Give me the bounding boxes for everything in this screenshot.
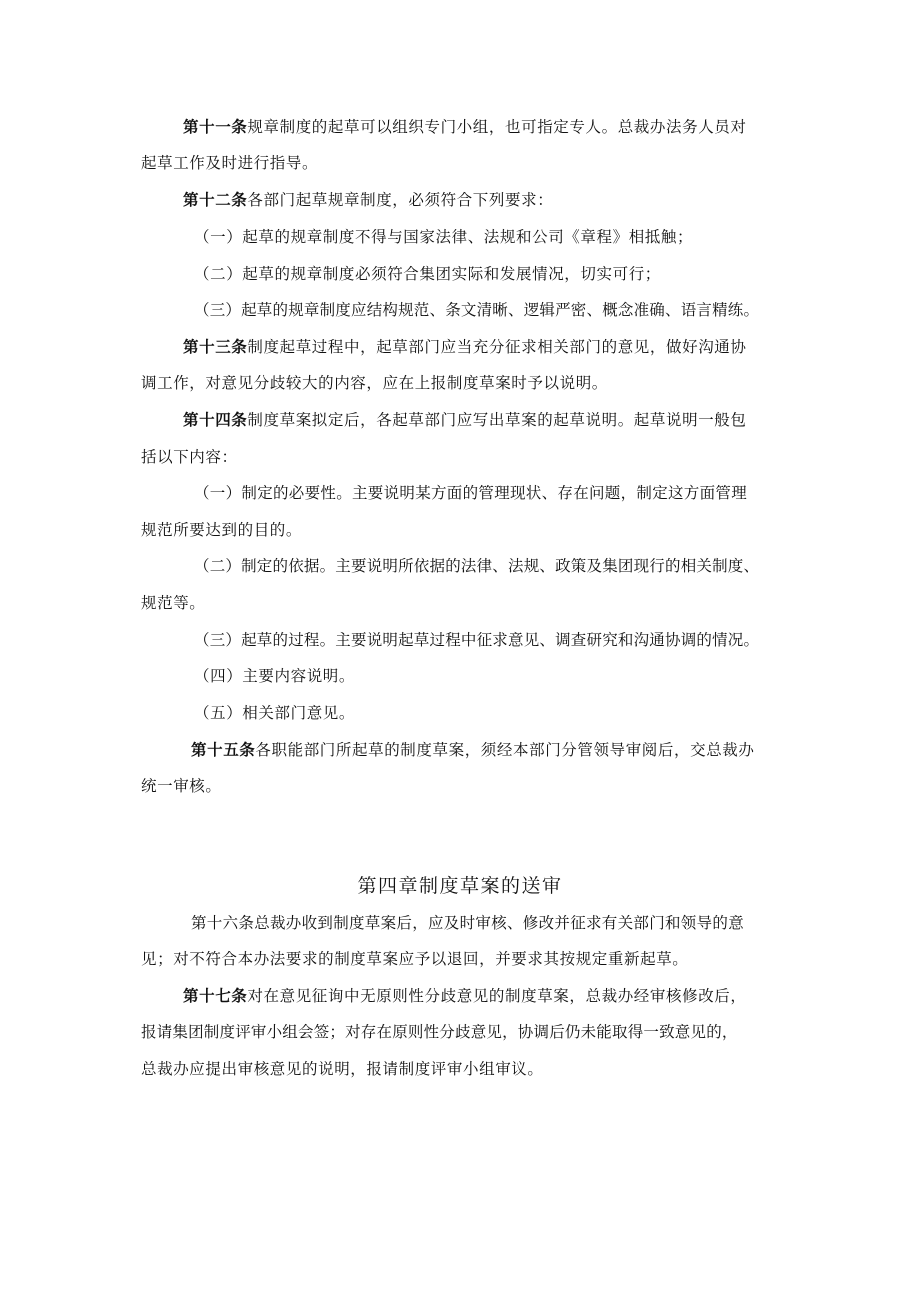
art11-text1: 规章制度的起草可以组织专门小组，也可指定专人。总裁办法务人员对 bbox=[247, 118, 747, 136]
art13-head: 第十三条 bbox=[183, 338, 248, 356]
art12-text1: 各部门起草规章制度，必须符合下列要求： bbox=[247, 191, 554, 209]
art14-item2-line2: 规范等。 bbox=[141, 594, 206, 612]
art14-line2: 括以下内容： bbox=[141, 448, 238, 466]
art14-item5: （五）相关部门意见。 bbox=[194, 704, 356, 722]
art12-line1 bbox=[183, 190, 828, 210]
art17-line1 bbox=[183, 986, 786, 1006]
art12-item2: （二）起草的规章制度必须符合集团实际和发展情况，切实可行； bbox=[194, 265, 661, 283]
art16-line2: 见；对不符合本办法要求的制度草案应予以退回，并要求其按规定重新起草。 bbox=[141, 950, 689, 968]
chapter-title: 第四章制度草案的送审 bbox=[357, 875, 563, 897]
art14-item1-line1: （一）制定的必要性。主要说明某方面的管理现状、存在问题，制定这方面管理 bbox=[194, 484, 748, 502]
art15-line2: 统一审核。 bbox=[141, 777, 222, 795]
art14-item4: （四）主要内容说明。 bbox=[194, 667, 356, 685]
art17-text1: 对在意见征询中无原则性分歧意见的制度草案，总裁办经审核修改后， bbox=[247, 987, 747, 1005]
art14-item2-line1: （二）制定的依据。主要说明所依据的法律、法规、政策及集团现行的相关制度、 bbox=[194, 557, 760, 575]
art13-line2: 调工作，对意见分歧较大的内容，应在上报制度草案时予以说明。 bbox=[141, 374, 608, 392]
art14-item3: （三）起草的过程。主要说明起草过程中征求意见、调查研究和沟通协调的情况。 bbox=[194, 631, 760, 649]
art11-head: 第十一条 bbox=[183, 118, 248, 136]
art15-text1: 各职能部门所起草的制度草案，须经本部门分管领导审阅后，交总裁办 bbox=[255, 741, 755, 759]
art17-head: 第十七条 bbox=[183, 987, 248, 1005]
art13-text1: 制度起草过程中，起草部门应当充分征求相关部门的意见，做好沟通协 bbox=[247, 338, 747, 356]
art14-line1 bbox=[183, 410, 786, 430]
art15-head: 第十五条 bbox=[191, 741, 256, 759]
art13-line1 bbox=[183, 337, 786, 357]
art15-line1 bbox=[191, 740, 786, 760]
art16-line1: 第十六条总裁办收到制度草案后，应及时审核、修改并征求有关部门和领导的意 bbox=[191, 914, 745, 932]
art17-line2: 报请集团制度评审小组会签；对存在原则性分歧意见，协调后仍未能取得一致意见的， bbox=[141, 1023, 738, 1041]
art11-line1 bbox=[183, 117, 786, 137]
art14-text1: 制度草案拟定后，各起草部门应写出草案的起草说明。起草说明一般包 bbox=[247, 411, 747, 429]
art17-line3: 总裁办应提出审核意见的说明，报请制度评审小组审议。 bbox=[141, 1060, 544, 1078]
art12-item3: （三）起草的规章制度应结构规范、条文清晰、逻辑严密、概念准确、语言精练。 bbox=[194, 301, 760, 319]
art12-head: 第十二条 bbox=[183, 191, 248, 209]
art12-item1: （一）起草的规章制度不得与国家法律、法规和公司《章程》相抵触； bbox=[194, 228, 694, 246]
art14-item1-line2: 规范所要达到的目的。 bbox=[141, 521, 303, 539]
art14-head: 第十四条 bbox=[183, 411, 248, 429]
art11-line2: 起草工作及时进行指导。 bbox=[141, 154, 319, 172]
